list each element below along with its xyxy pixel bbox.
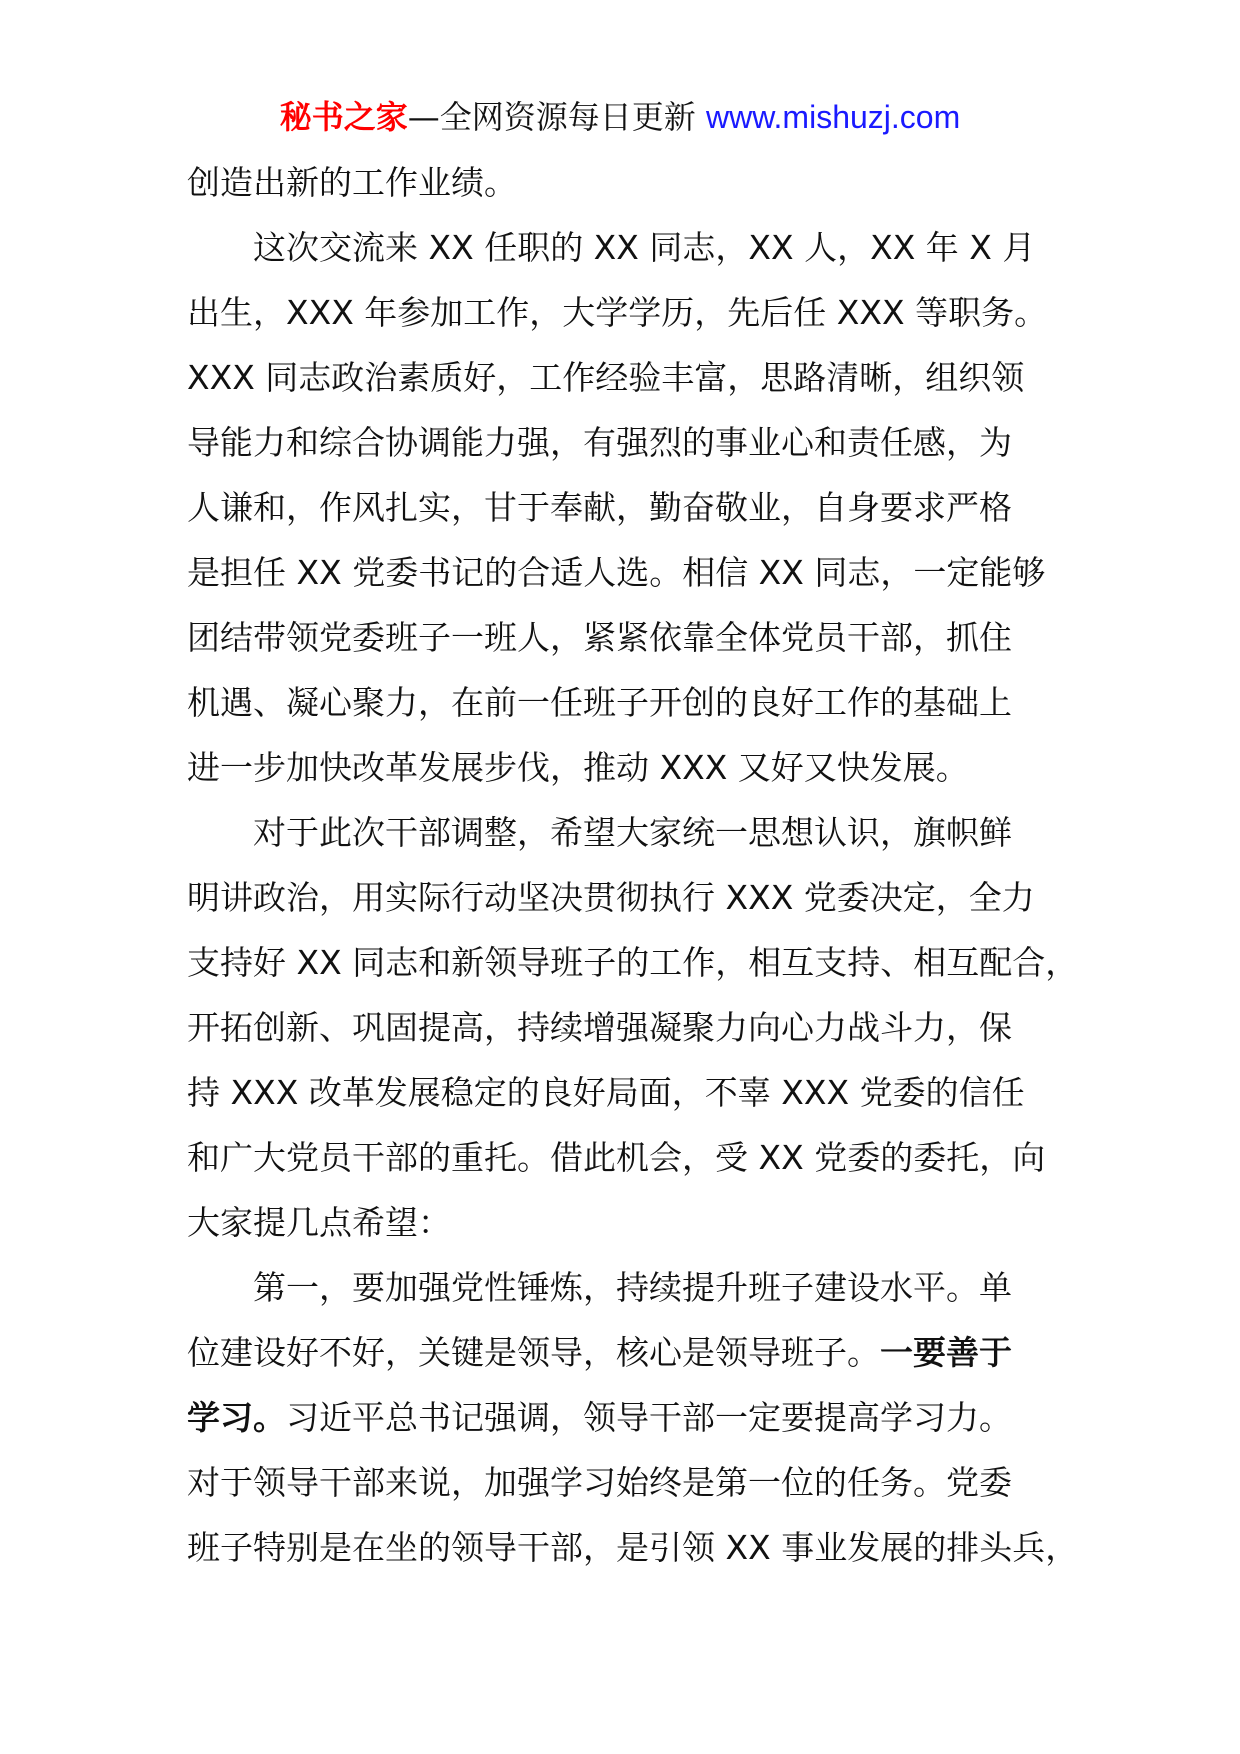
text-segment: 习近平总书记强调，领导干部一定要提高学习力。 [286,1398,1012,1437]
text-line: 班子特别是在坐的领导干部，是引领 XX 事业发展的排头兵， [187,1528,1079,1567]
text-line: 是担任 XX 党委书记的合适人选。相信 XX 同志，一定能够 [187,553,1046,592]
text-line: 出生，XXX 年参加工作，大学学历，先后任 XXX 等职务。 [187,293,1048,332]
text-line: 明讲政治，用实际行动坚决贯彻执行 XXX 党委决定，全力 [187,878,1035,917]
text-line: 和广大党员干部的重托。借此机会，受 XX 党委的委托，向 [187,1138,1046,1177]
site-tagline: —全网资源每日更新 [407,98,696,136]
site-header [0,98,1240,136]
site-brand: 秘书之家 [279,98,408,136]
text-line: 大家提几点希望： [187,1203,451,1242]
bold-segment: 学习。 [187,1398,286,1437]
text-line: 这次交流来 XX 任职的 XX 同志，XX 人，XX 年 X 月 [253,228,1036,267]
text-line: 支持好 XX 同志和新领导班子的工作，相互支持、相互配合， [187,943,1079,982]
text-line [187,1385,1087,1450]
text-line: 团结带领党委班子一班人，紧紧依靠全体党员干部，抓住 [187,618,1012,657]
text-line: 持 XXX 改革发展稳定的良好局面，不辜 XXX 党委的信任 [187,1073,1025,1112]
text-line: 对于此次干部调整，希望大家统一思想认识，旗帜鲜 [253,813,1012,852]
text-line: 创造出新的工作业绩。 [187,163,517,202]
document-body [187,150,1087,1580]
text-line: 导能力和综合协调能力强，有强烈的事业心和责任感，为 [187,423,1012,462]
text-line: XXX 同志政治素质好，工作经验丰富，思路清晰，组织领 [187,358,1025,397]
text-line: 进一步加快改革发展步伐，推动 XXX 又好又快发展。 [187,748,969,787]
text-segment: 位建设好不好，关键是领导，核心是领导班子。 [187,1333,880,1372]
bold-segment: 一要善于 [880,1333,1012,1372]
text-line [187,1320,1087,1385]
text-line: 开拓创新、巩固提高，持续增强凝聚力向心力战斗力，保 [187,1008,1012,1047]
site-url-link[interactable]: www.mishuzj.com [705,99,961,135]
text-line: 第一，要加强党性锤炼，持续提升班子建设水平。单 [253,1268,1012,1307]
text-line: 人谦和，作风扎实，甘于奉献，勤奋敬业，自身要求严格 [187,488,1012,527]
text-line: 机遇、凝心聚力，在前一任班子开创的良好工作的基础上 [187,683,1012,722]
text-line: 对于领导干部来说，加强学习始终是第一位的任务。党委 [187,1463,1012,1502]
